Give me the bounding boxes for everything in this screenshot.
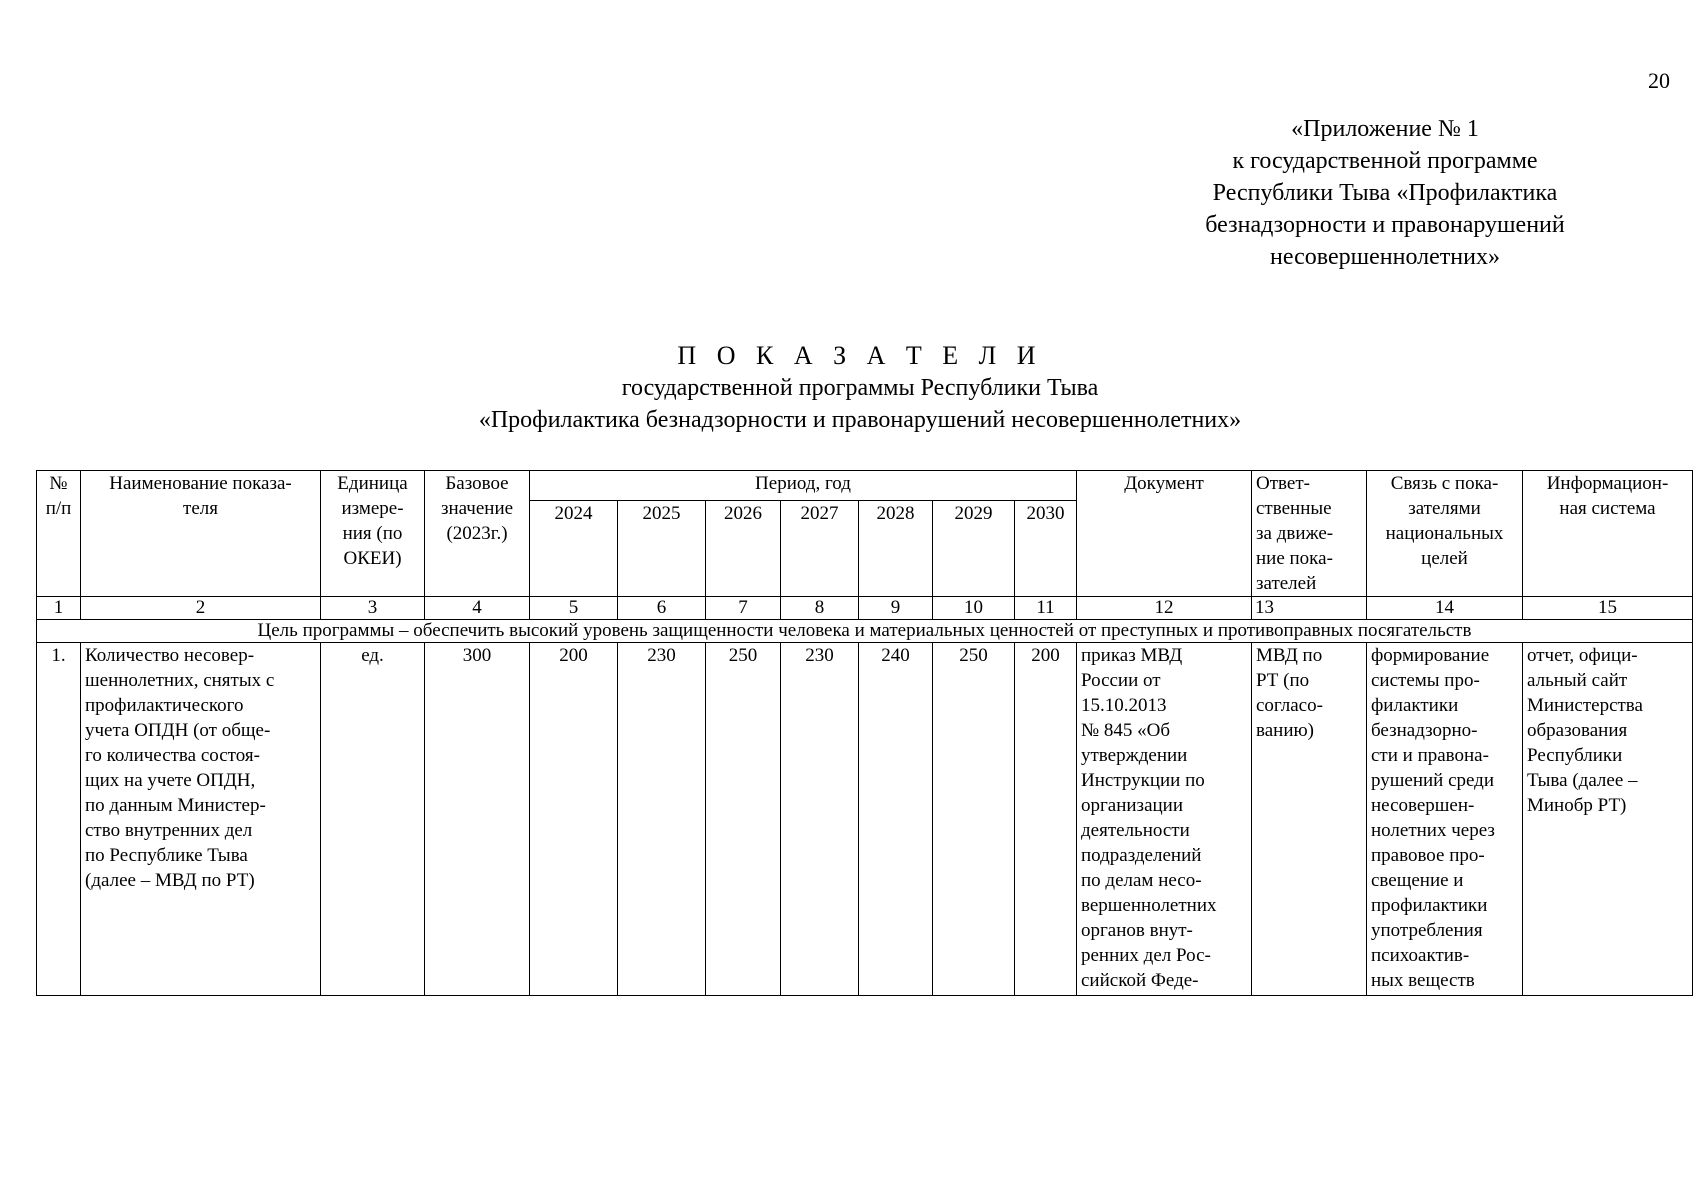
- cell-line: свещение и: [1371, 870, 1464, 891]
- column-number: 5: [530, 597, 618, 620]
- cell-line: щих на учете ОПДН,: [85, 770, 256, 791]
- cell-line: 15.10.2013: [1081, 695, 1167, 716]
- year-value: 240: [859, 643, 933, 996]
- header-row: [37, 471, 1693, 501]
- cell-line: правовое про-: [1371, 845, 1485, 866]
- header-responsible: [1252, 471, 1367, 597]
- header-text: зателей: [1256, 573, 1317, 594]
- column-number: 8: [781, 597, 859, 620]
- column-number: 7: [706, 597, 781, 620]
- cell-line: нолетних через: [1371, 820, 1495, 841]
- header-text: национальных: [1385, 523, 1504, 544]
- cell-line: Инструкции по: [1081, 770, 1205, 791]
- cell-line: формирование: [1371, 645, 1490, 666]
- cell-line: по делам несо-: [1081, 870, 1202, 891]
- cell-line: альный сайт: [1527, 670, 1628, 691]
- base-value: 300: [425, 643, 530, 996]
- cell-line: ренних дел Рос-: [1081, 945, 1211, 966]
- year-value: 250: [706, 643, 781, 996]
- appendix-line: «Приложение № 1: [1291, 116, 1479, 142]
- year-value: 230: [781, 643, 859, 996]
- unit-value: ед.: [321, 643, 425, 996]
- column-number: 2: [81, 597, 321, 620]
- cell-line: Министерства: [1527, 695, 1643, 716]
- year-value: 230: [618, 643, 706, 996]
- header-year: 2030: [1015, 501, 1077, 597]
- column-number: 12: [1077, 597, 1252, 620]
- header-text: Единица: [337, 473, 408, 494]
- year-value: 200: [530, 643, 618, 996]
- cell-line: МВД по: [1256, 645, 1323, 666]
- year-value: 200: [1015, 643, 1077, 996]
- cell-line: РТ (по: [1256, 670, 1310, 691]
- cell-line: вершеннолетних: [1081, 895, 1217, 916]
- indicators-table: [36, 470, 1693, 996]
- cell-line: сти и правона-: [1371, 745, 1489, 766]
- cell-line: употребления: [1371, 920, 1483, 941]
- cell-line: деятельности: [1081, 820, 1190, 841]
- column-number: 15: [1523, 597, 1693, 620]
- cell-line: органов внут-: [1081, 920, 1193, 941]
- header-base-value: [425, 471, 530, 597]
- header-num: [37, 471, 81, 597]
- row-number: 1.: [37, 643, 81, 996]
- header-text: Связь с пока-: [1390, 473, 1499, 494]
- cell-line: (далее – МВД по РТ): [85, 870, 255, 891]
- header-text: Наименование показа-: [109, 473, 292, 494]
- year-value: 250: [933, 643, 1015, 996]
- program-goal: Цель программы – обеспечить высокий уровень защищенности человека и материальных ценностей от преступных и противоправных посягательств: [37, 620, 1693, 643]
- cell-line: ванию): [1256, 720, 1315, 741]
- cell-line: безнадзорно-: [1371, 720, 1478, 741]
- cell-line: учета ОПДН (от обще-: [85, 720, 271, 741]
- cell-line: рушений среди: [1371, 770, 1495, 791]
- cell-line: системы про-: [1371, 670, 1480, 691]
- column-number: 6: [618, 597, 706, 620]
- header-year: 2025: [618, 501, 706, 597]
- document-cell: [1077, 643, 1252, 996]
- header-year: 2027: [781, 501, 859, 597]
- header-info-system: [1523, 471, 1693, 597]
- header-document: Документ: [1077, 471, 1252, 597]
- header-year: 2029: [933, 501, 1015, 597]
- cell-line: несовершен-: [1371, 795, 1475, 816]
- cell-line: ство внутренних дел: [85, 820, 253, 841]
- cell-line: приказ МВД: [1081, 645, 1183, 666]
- header-text: №: [49, 473, 68, 494]
- indicators-table-wrapper: [36, 470, 1692, 996]
- column-number: 10: [933, 597, 1015, 620]
- cell-line: Тыва (далее –: [1527, 770, 1638, 791]
- cell-line: го количества состоя-: [85, 745, 260, 766]
- cell-line: по данным Министер-: [85, 795, 266, 816]
- cell-line: по Республике Тыва: [85, 845, 248, 866]
- column-number: 14: [1367, 597, 1523, 620]
- cell-line: организации: [1081, 795, 1184, 816]
- cell-line: профилактического: [85, 695, 244, 716]
- column-number: 9: [859, 597, 933, 620]
- header-text: за движе-: [1256, 523, 1334, 544]
- cell-line: Минобр РТ): [1527, 795, 1627, 816]
- cell-line: утверждении: [1081, 745, 1188, 766]
- header-text: теля: [183, 498, 218, 519]
- cell-line: России от: [1081, 670, 1161, 691]
- cell-line: ных веществ: [1371, 970, 1475, 991]
- heading-subtitle: государственной программы Республики Тыва: [621, 375, 1099, 401]
- header-text: Базовое: [445, 473, 509, 494]
- info-system-cell: [1523, 643, 1693, 996]
- header-text: ОКЕИ): [343, 548, 402, 569]
- header-text: целей: [1421, 548, 1468, 569]
- cell-line: подразделений: [1081, 845, 1202, 866]
- cell-line: Республики: [1527, 745, 1623, 766]
- column-number: 11: [1015, 597, 1077, 620]
- header-text: (2023г.): [446, 523, 508, 544]
- header-year: 2028: [859, 501, 933, 597]
- header-text: зателями: [1408, 498, 1481, 519]
- program-goal-row: [37, 620, 1693, 643]
- column-number: 13: [1252, 597, 1367, 620]
- header-text: ния (по: [342, 523, 403, 544]
- cell-line: согласо-: [1256, 695, 1323, 716]
- header-unit: [321, 471, 425, 597]
- header-text: п/п: [45, 498, 72, 519]
- header-national-goals-link: [1367, 471, 1523, 597]
- cell-line: сийской Феде-: [1081, 970, 1199, 991]
- header-text: значение: [440, 498, 514, 519]
- cell-line: № 845 «Об: [1081, 720, 1171, 741]
- header-text: Информацион-: [1546, 473, 1669, 494]
- cell-line: отчет, офици-: [1527, 645, 1638, 666]
- heading-title: П О К А З А Т Е Л И: [677, 341, 1043, 370]
- appendix-line: к государственной программе: [1232, 148, 1538, 174]
- responsible-cell: [1252, 643, 1367, 996]
- header-year: 2024: [530, 501, 618, 597]
- header-text: Ответ-: [1256, 473, 1310, 494]
- header-text: ная система: [1559, 498, 1656, 519]
- header-text: ственные: [1256, 498, 1332, 519]
- indicator-name: [81, 643, 321, 996]
- cell-line: Количество несовер-: [85, 645, 255, 666]
- cell-line: психоактив-: [1371, 945, 1470, 966]
- column-number: 1: [37, 597, 81, 620]
- appendix-line: несовершеннолетних»: [1270, 244, 1500, 270]
- appendix-note: [1170, 113, 1600, 273]
- document-heading: [330, 340, 1390, 436]
- cell-line: шеннолетних, снятых с: [85, 670, 275, 691]
- cell-line: филактики: [1371, 695, 1459, 716]
- table-row: [37, 643, 1693, 996]
- cell-line: образования: [1527, 720, 1628, 741]
- column-numbers-row: [37, 597, 1693, 620]
- column-number: 4: [425, 597, 530, 620]
- header-name: [81, 471, 321, 597]
- appendix-line: безнадзорности и правонарушений: [1205, 212, 1565, 238]
- header-text: ние пока-: [1256, 548, 1333, 569]
- heading-program-name: «Профилактика безнадзорности и правонарушений несовершеннолетних»: [478, 407, 1242, 433]
- cell-line: профилактики: [1371, 895, 1488, 916]
- header-year: 2026: [706, 501, 781, 597]
- national-goals-link-cell: [1367, 643, 1523, 996]
- column-number: 3: [321, 597, 425, 620]
- page-number: 20: [1648, 68, 1670, 93]
- header-period: Период, год: [530, 471, 1077, 501]
- appendix-line: Республики Тыва «Профилактика: [1212, 180, 1558, 206]
- header-text: измере-: [341, 498, 404, 519]
